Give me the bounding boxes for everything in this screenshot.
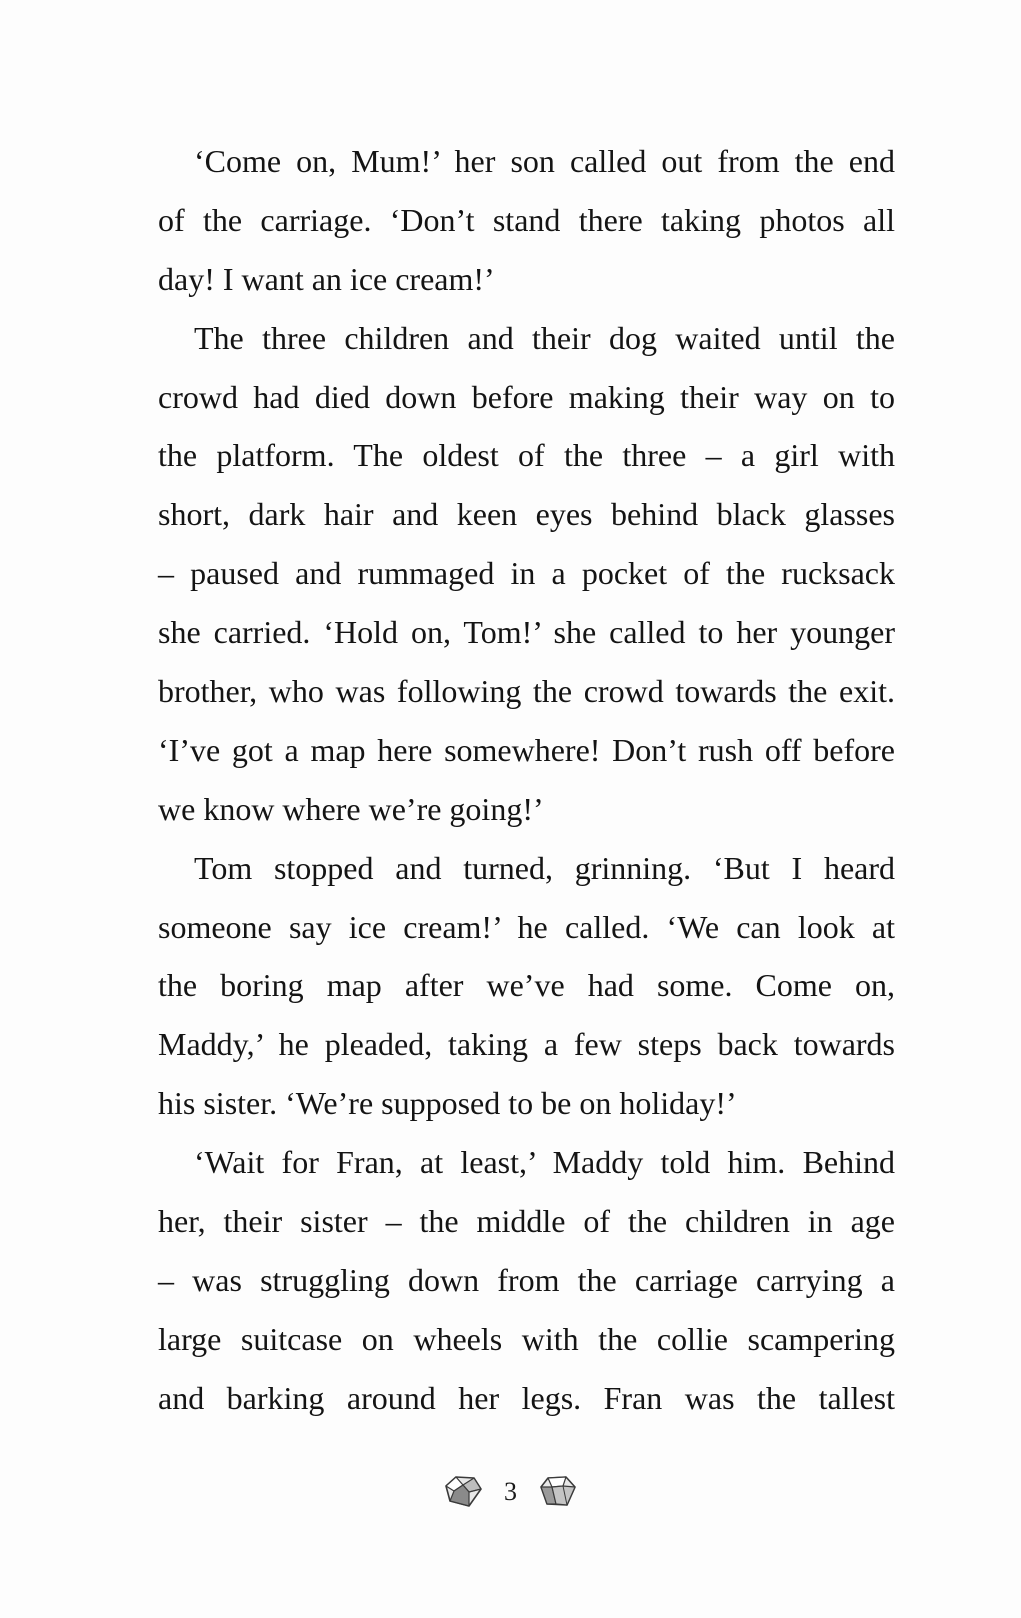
text-line: – was struggling down from the carriage carrying a (158, 1261, 895, 1298)
text-line: large suitcase on wheels with the collie scampering (158, 1320, 895, 1357)
text-line: of the carriage. ‘Don’t stand there taking photos all (158, 201, 895, 238)
text-line-para-start: The three children and their dog waited until the (194, 319, 895, 356)
text-line-para-start: ‘Wait for Fran, at least,’ Maddy told him. Behind (194, 1144, 895, 1181)
text-line: brother, who was following the crowd towards the exit. (158, 673, 895, 710)
text-line: short, dark hair and keen eyes behind black glasses (158, 496, 895, 533)
text-line: she carried. ‘Hold on, Tom!’ she called to her younger (158, 614, 895, 651)
text-line: the platform. The oldest of the three – a girl with (158, 437, 895, 474)
gem-icon (537, 1474, 579, 1510)
text-line: ‘I’ve got a map here somewhere! Don’t rush off before (158, 731, 895, 768)
text-line: – paused and rummaged in a pocket of the rucksack (158, 555, 895, 592)
text-line-para-end: we know where we’re going!’ (158, 790, 544, 827)
page-number: 3 (504, 1477, 517, 1506)
text-line: and barking around her legs. Fran was the tallest (158, 1379, 895, 1416)
text-line: crowd had died down before making their way on to (158, 378, 895, 415)
text-line: someone say ice cream!’ he called. ‘We can look at (158, 908, 895, 945)
page-footer (0, 1467, 1021, 1517)
text-line-para-end: day! I want an ice cream!’ (158, 260, 495, 297)
text-line: Maddy,’ he pleaded, taking a few steps back towards (158, 1026, 895, 1063)
text-line-para-start: ‘Come on, Mum!’ her son called out from the end (194, 143, 895, 179)
text-line: her, their sister – the middle of the children in age (158, 1203, 895, 1240)
text-line-para-start: Tom stopped and turned, grinning. ‘But I heard (194, 849, 895, 886)
gem-icon (442, 1474, 484, 1510)
text-line: the boring map after we’ve had some. Come on, (158, 967, 895, 1004)
body-text (158, 135, 895, 1431)
text-line-para-end: his sister. ‘We’re supposed to be on holiday!’ (158, 1085, 737, 1122)
